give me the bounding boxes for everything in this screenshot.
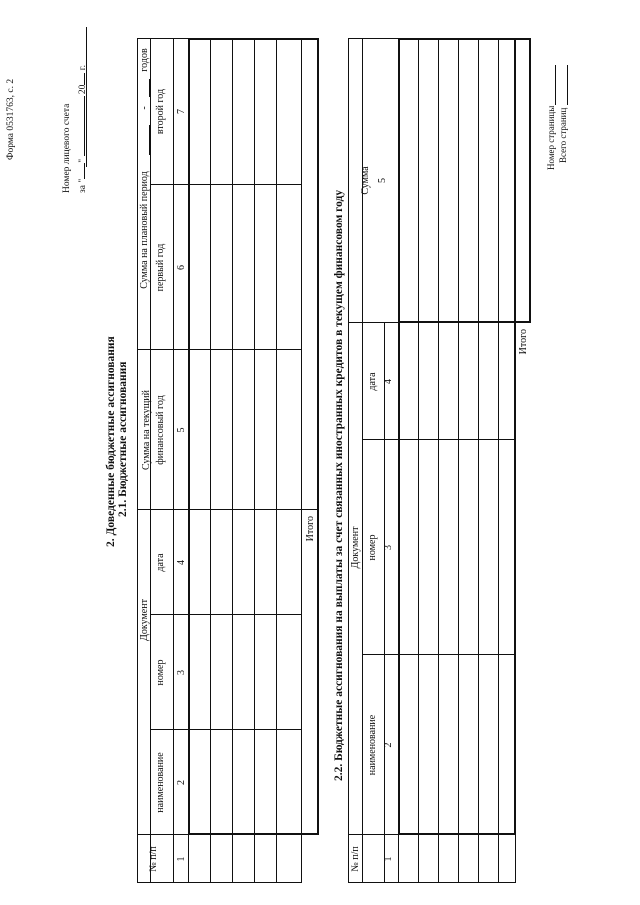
table-2-2-total: Итого: [518, 329, 529, 355]
t2-col-index-4: 4: [383, 379, 394, 384]
t2-col-index-1: 1: [383, 856, 394, 862]
col-current-year-line1: Сумма на текущий: [141, 389, 152, 471]
col-current-year-line2: финансовый год: [155, 395, 166, 465]
table-2-1-total: Итого: [305, 516, 316, 542]
col-index-1: 1: [176, 856, 187, 862]
total-pages-label: Всего страниц: [558, 107, 568, 163]
account-number-label: Номер лицевого счета: [62, 103, 72, 193]
t2-col-index-2: 2: [383, 742, 394, 748]
col-second-year-header: второй год: [155, 88, 166, 135]
t2-col-sum-header: Сумма: [360, 166, 371, 195]
document-group-header: Документ: [139, 599, 150, 641]
report-date: за "" 20 г.: [78, 65, 88, 193]
col-num-header: № п/п: [148, 846, 159, 872]
t2-col-index-3: 3: [383, 545, 394, 550]
col-index-3: 3: [176, 670, 187, 675]
col-index-4: 4: [176, 560, 187, 565]
col-index-2: 2: [176, 780, 187, 785]
t2-col-index-5: 5: [377, 178, 388, 183]
col-first-year-header: первый год: [155, 243, 166, 292]
col-date-header: дата: [155, 553, 166, 572]
section-2-title: 2. Доведенные бюджетные ассигнования: [105, 336, 117, 547]
form-code: Форма 0531763, с. 2: [6, 78, 16, 160]
table-2-1-data-frame: [188, 38, 319, 835]
plan-years-label: годов: [139, 48, 150, 72]
plan-dash: -: [139, 106, 150, 110]
col-index-7: 7: [176, 109, 187, 114]
t2-col-number-header: номер: [367, 534, 378, 561]
col-index-5: 5: [176, 427, 187, 433]
t2-document-group-header: Документ: [350, 526, 361, 569]
t2-col-num-header: № п/п: [350, 846, 361, 872]
section-2-2-title: 2.2. Бюджетные ассигнования на выплаты за счет связанных иностранных кредитов в текущем финансовом году: [333, 189, 345, 781]
col-number-header: номер: [155, 659, 166, 686]
t2-col-name-header: наименование: [367, 714, 378, 776]
plan-period-header: Сумма на плановый период: [139, 171, 150, 289]
col-name-header: наименование: [155, 752, 166, 813]
t2-col-date-header: дата: [367, 372, 378, 391]
col-index-6: 6: [176, 265, 187, 270]
section-2-1-title: 2.1. Бюджетные ассигнования: [117, 361, 129, 517]
table-2-2-sum-frame: [398, 38, 531, 323]
page-number-label: Номер страницы: [546, 105, 556, 170]
